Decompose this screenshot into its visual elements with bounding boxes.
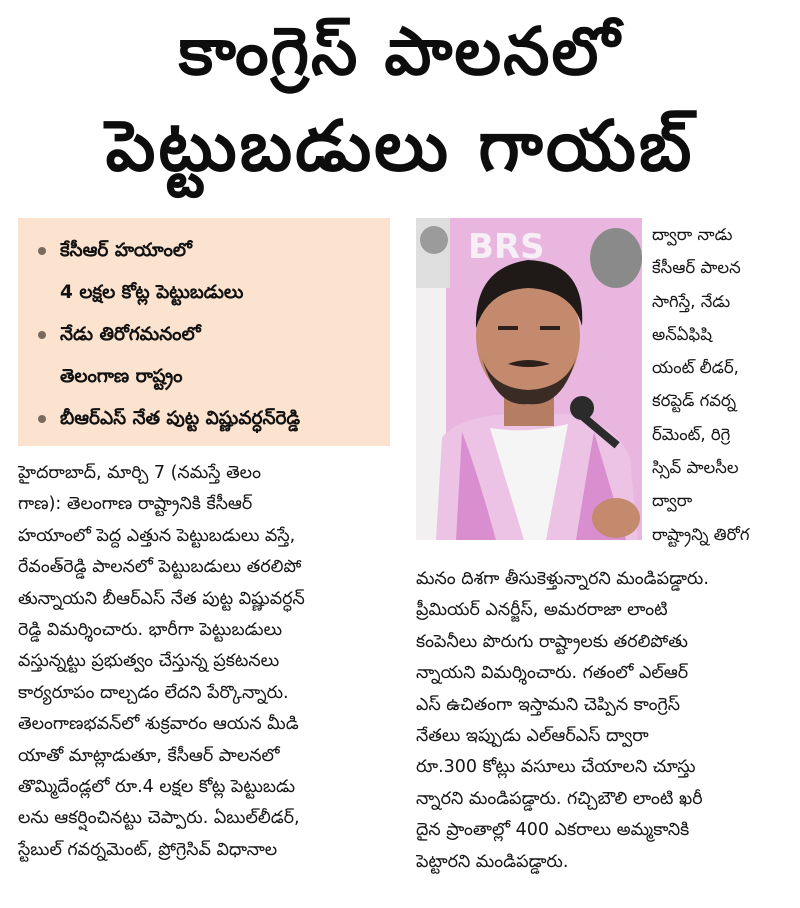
article-line: ద్వారా నాడు: [652, 225, 733, 244]
article-line: తెలంగాణభవన్‌లో శుక్రవారం ఆయన మీడి: [18, 714, 299, 735]
article-line: గాణ): తెలంగాణ రాష్ట్రానికి కేసీఆర్: [18, 494, 253, 515]
article-line: యాతో మాట్లాడుతూ, కేసీఆర్ పాలనలో: [18, 745, 280, 766]
highlight-item: నేడు తిరోగమనంలో: [38, 314, 380, 356]
article-line: స్సివ్ పాలసీల: [652, 458, 739, 478]
article-line: కంపెనీలు పొరుగు రాష్ట్రాలకు తరలిపోతు: [416, 631, 688, 652]
article-line: ద్వారా: [652, 491, 693, 511]
article-line: తున్నాయని బీఆర్ఎస్ నేత పుట్ట విష్ణువర్ధన్: [18, 588, 305, 609]
article-line: ర్‌మెంట్, రిగ్రె: [652, 424, 731, 444]
article-line: హయాంలో పెద్ద ఎత్తున పెట్టుబడులు వస్తే,: [18, 525, 296, 546]
article-line: వస్తున్నట్టు ప్రభుత్వం చేస్తున్న ప్రకటనలు: [18, 651, 280, 672]
article-line: దైన ప్రాంతాల్లో 400 ఎకరాలు అమ్మకానికి: [416, 820, 690, 841]
article-line: న్నాయని విమర్శించారు. గతంలో ఎల్‌ఆర్: [416, 663, 689, 684]
highlight-item: బీఆర్ఎస్ నేత పుట్ట విష్ణువర్ధన్‌రెడ్డి: [38, 398, 380, 440]
article-line: లను ఆకర్షించినట్టు చెప్పారు. ఏబుల్‌లీడర్,: [18, 808, 300, 829]
article-line: కేసీఆర్ పాలన: [652, 258, 741, 278]
article-line: ప్రీమియర్ ఎనర్జీస్, అమరరాజా లాంటి: [416, 600, 668, 621]
article-line: మనం దిశగా తీసుకెళ్తున్నారని మండిపడ్డారు.: [416, 569, 709, 589]
article-line: నేతలు ఇప్పుడు ఎల్‌ఆర్‌ఎస్ ద్వారా: [416, 726, 649, 747]
bullet-icon: [38, 415, 46, 423]
bullet-icon: [38, 247, 46, 255]
bullet-icon: [38, 331, 46, 339]
article-line: తొమ్మిదేండ్లలో రూ.4 లక్షల కోట్ల పెట్టుబడు: [18, 777, 296, 798]
article-line: రెడ్డి విమర్శించారు. భారీగా పెట్టుబడులు: [18, 620, 283, 641]
article-right-narrow-column: [652, 218, 792, 551]
article-right-column: [416, 564, 792, 878]
article-line: యంట్ లీడర్,: [652, 358, 739, 378]
article-line: రూ.300 కోట్లు వసూలు చేయాలని చూస్తు: [416, 757, 696, 778]
highlight-item-continuation: తెలంగాణ రాష్ట్రం: [60, 366, 183, 387]
news-photo: [416, 218, 642, 540]
article-line: అన్‌ఏఫిషి: [652, 324, 713, 344]
article-left-column: [18, 458, 396, 866]
highlight-item-continuation: 4 లక్షల కోట్ల పెట్టుబడులు: [60, 282, 244, 303]
article-line: ఎస్ ఉచితంగా ఇస్తామని చెప్పిన కాంగ్రెస్: [416, 694, 681, 715]
highlight-item: కేసీఆర్ హయాంలో: [38, 230, 380, 272]
photo-banner-text: BRS: [468, 227, 545, 267]
headline-line-1: కాంగ్రెస్ పాలనలో: [178, 13, 622, 90]
headline-line-2: పెట్టుబడులు గాయబ్: [105, 105, 695, 187]
highlights-box: [18, 218, 390, 446]
article-line: పెట్టారని మండిపడ్డారు.: [416, 851, 569, 872]
article-line: కరప్టెడ్ గవర్న: [652, 391, 737, 411]
article-line: హైదరాబాద్, మార్చి 7 (నమస్తే తెలం: [18, 463, 261, 483]
article-line: న్నారని మండిపడ్డారు. గచ్చిబౌలి లాంటి ఖరీ: [416, 788, 703, 809]
article-line: కార్యరూపం దాల్చడం లేదని పేర్కొన్నారు.: [18, 682, 289, 703]
article-line: సాగిస్తే, నేడు: [652, 291, 731, 311]
article-line: రేవంత్‌రెడ్డి పాలనలో పెట్టుబడులు తరలిపో: [18, 557, 302, 578]
article-line: స్టేబుల్ గవర్నమెంట్, ప్రోగ్రెసివ్ విధానాల: [18, 839, 278, 860]
article-line: రాష్ట్రాన్ని తిరోగ: [652, 524, 750, 544]
